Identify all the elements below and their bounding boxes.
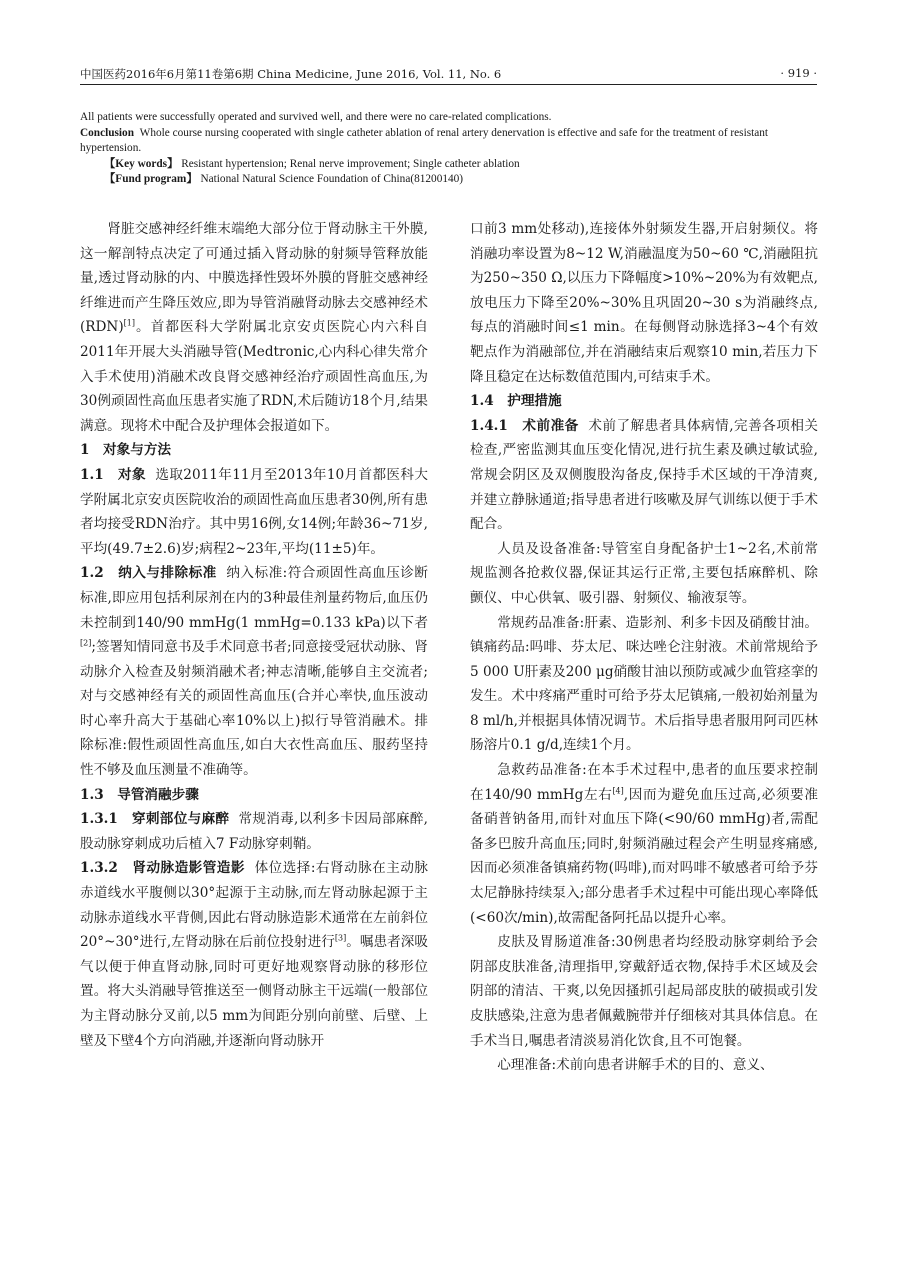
subsection-title: 1.3.2 肾动脉造影管造影 [80, 860, 245, 877]
citation-ref: [2] [80, 638, 92, 648]
fund-label: 【Fund program】 [104, 173, 198, 185]
subsection-title: 1.4.1 术前准备 [470, 417, 579, 434]
journal-citation: 中国医药2016年6月第11卷第6期 China Medicine, June 2016, Vol. 11, No. 6 [80, 67, 502, 81]
ablation-continued: 口前3 mm处移动),连接体外射频发生器,开启射频仪。将消融功率设置为8~12 W,消融温度为50~60 ℃,消融阻抗为250~350 Ω,以压力下降幅度>10%~20%为有效靶点,放电压力下降至20%~30%且巩固20~30 s为消融终点,每点的消融时间≤1 min。在每侧肾动脉选择3~4个有效靶点作为消融部位,并在消融结束后观察10 min,若压力下降且稳定在达标数值范围内,可结束手术。 [470, 221, 818, 385]
intro-paragraph [80, 217, 428, 438]
emergency-text-b: ,因而为避免血压过高,必须要准备硝普钠备用,而针对血压下降(<90/60 mmHg)者,需配备多巴胺升高血压;同时,射频消融过程会产生明显疼痛感,因而必须准备镇痛药物(吗啡),而对吗啡不敏感者可给予芬太尼静脉持续泵入;部分患者手术过程中可能出现心率降低(<60次/min),故需配备阿托品以提升心率。 [470, 786, 818, 926]
running-header [80, 64, 817, 85]
english-abstract [80, 110, 820, 188]
section-1-3-1 [80, 807, 428, 856]
conclusion [80, 126, 820, 157]
subsection-text-b: 。嘱患者深吸气以便于伸直肾动脉,同时可更好地观察肾动脉的移形位置。将大头消融导管推送至一侧肾动脉主干远端(一般部位为主肾动脉分叉前,以5 mm为间距分别向前壁、后壁、上壁及下壁4个方向消融,并逐渐向肾动脉开 [80, 934, 429, 1049]
section-heading-1-3: 1.3 导管消融步骤 [80, 786, 199, 803]
section-1-3-2 [80, 856, 428, 1053]
emergency-text-a: 急救药品准备:在本手术过程中,患者的血压要求控制在140/90 mmHg左右 [470, 762, 818, 803]
fund-text: National Natural Science Foundation of China(81200140) [200, 173, 464, 185]
conclusion-label: Conclusion [80, 126, 134, 139]
right-column [470, 217, 818, 1078]
citation-ref: [3] [334, 933, 347, 943]
section-1-2 [80, 561, 428, 782]
subsection-text: 常规消毒,以利多卡因局部麻醉,股动脉穿刺成功后植入7 F动脉穿刺鞘。 [80, 811, 428, 852]
emergency-drug-paragraph [470, 758, 818, 930]
keywords-text: Resistant hypertension; Renal nerve improvement; Single catheter ablation [181, 157, 520, 170]
subsection-title: 1.2 纳入与排除标准 [80, 565, 217, 582]
subsection-text: 选取2011年11月至2013年10月首都医科大学附属北京安贞医院收治的顽固性高血压患者30例,所有患者均接受RDN治疗。其中男16例,女14例;年龄36~71岁,平均(49.7±2.6)岁;病程2~23年,平均(11±5)年。 [80, 466, 428, 557]
skin-gi-paragraph: 皮肤及胃肠道准备:30例患者均经股动脉穿刺给予会阴部皮肤准备,清理指甲,穿戴舒适衣物,保持手术区域及会阴部的清洁、干爽,以免因搔抓引起局部皮肤的破损或引发皮肤感染,注意为患者佩戴腕带并仔细核对其具体信息。在手术当日,嘱患者清淡易消化饮食,且不可饱餐。 [470, 934, 818, 1049]
subsection-text-a: 纳入标准:符合顽固性高血压诊断标准,即应用包括利尿剂在内的3种最佳剂量药物后,血压仍未控制到140/90 mmHg(1 mmHg=0.133 kPa)以下者 [80, 565, 428, 631]
results-text: All patients were successfully operated and survived well, and there were no care-related complications. [80, 111, 552, 123]
fund-program [80, 172, 820, 188]
drug-prep-paragraph: 常规药品准备:肝素、造影剂、利多卡因及硝酸甘油。镇痛药品:吗啡、芬太尼、咪达唑仑注射液。术前常规给予5 000 U肝素及200 μg硝酸甘油以预防或减少血管痉挛的发生。术中疼痛严重时可给予芬太尼镇痛,一般初始剂量为8 ml/h,并根据具体情况调节。术后指导患者服用阿司匹林肠溶片0.1 g/d,连续1个月。 [470, 614, 818, 754]
section-heading-1: 1 对象与方法 [80, 442, 172, 459]
subsection-text-b: ;签署知情同意书及手术同意书者;同意接受冠状动脉、肾动脉介入检查及射频消融术者;神志清晰,能够自主交流者;对与交感神经有关的顽固性高血压(合并心率快,血压波动时心率升高大于基础心率10%以上)拟行导管消融术。排除标准:假性顽固性高血压,如白大衣性高血压、服药坚持性不够及血压测量不准确等。 [80, 639, 428, 779]
section-heading-1-4: 1.4 护理措施 [470, 393, 562, 410]
intro-text-a: 肾脏交感神经纤维末端绝大部分位于肾动脉主干外膜,这一解剖特点决定了可通过插入肾动脉的射频导管释放能量,透过肾动脉的内、中膜选择性毁坏外膜的肾脏交感神经纤维进而产生降压效应,即为导管消融肾动脉去交感神经术(RDN) [80, 221, 428, 336]
citation-ref: [4] [612, 786, 624, 796]
subsection-text: 术前了解患者具体病情,完善各项相关检查,严密监测其血压变化情况,进行抗生素及碘过敏试验,常规会阴区及双侧腹股沟备皮,保持手术区域的干净清爽,并建立静脉通道;指导患者进行咳嗽及屏气训练以便于手术配合。 [470, 417, 818, 533]
page-number: · 919 · [780, 66, 817, 80]
keywords [80, 157, 820, 173]
keywords-label: 【Key words】 [104, 157, 179, 170]
subsection-title: 1.3.1 穿刺部位与麻醉 [80, 811, 230, 828]
psych-paragraph: 心理准备:术前向患者讲解手术的目的、意义、 [497, 1057, 774, 1074]
subsection-title: 1.1 对象 [80, 466, 146, 483]
staff-equipment-paragraph: 人员及设备准备:导管室自身配备护士1~2名,术前常规监测各抢救仪器,保证其运行正常,主要包括麻醉机、除颤仪、中心供氧、吸引器、射频仪、输液泵等。 [470, 540, 818, 606]
section-1-4-1 [470, 414, 818, 537]
conclusion-text: Whole course nursing cooperated with single catheter ablation of renal artery denervation is effective and safe for the treatment of resistant hypertension. [80, 126, 769, 154]
section-1-1 [80, 463, 428, 561]
intro-text-b: 。首都医科大学附属北京安贞医院心内六科自2011年开展大头消融导管(Medtronic,心内科心律失常介入手术使用)消融术改良肾交感神经治疗顽固性高血压,为30例顽固性高血压患者实施了RDN,术后随访18个月,结果满意。现将术中配合及护理体会报道如下。 [80, 319, 428, 434]
left-column [80, 217, 428, 1053]
subsection-text-a: 体位选择:右肾动脉在主动脉赤道线水平腹侧以30°起源于主动脉,而左肾动脉起源于主动脉赤道线水平背侧,因此右肾动脉造影术通常在左前斜位20°~30°进行,左肾动脉在后前位投射进行 [80, 860, 428, 951]
citation-ref: [1] [123, 318, 135, 328]
